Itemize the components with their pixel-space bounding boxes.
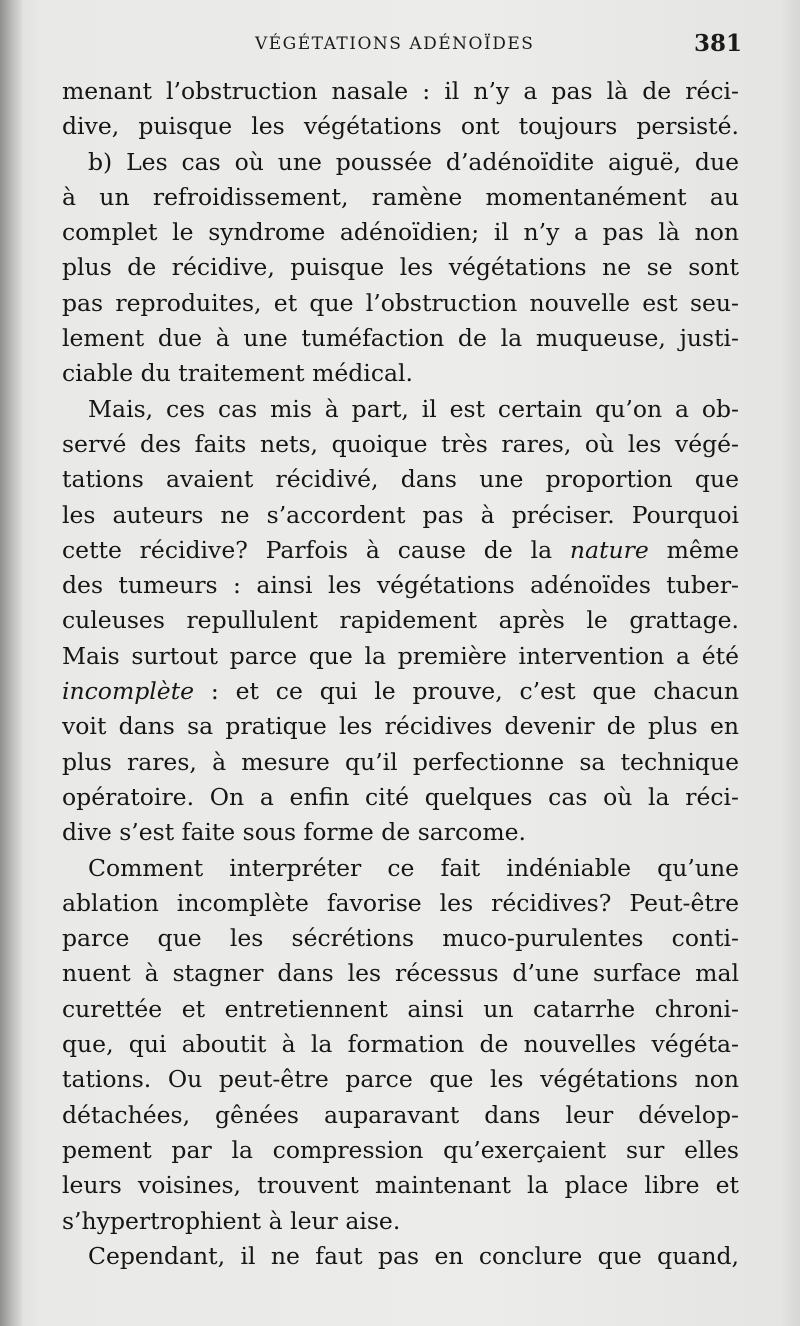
text-line: complet le syndrome adénoïdien; il n’y a pas là non <box>62 218 739 247</box>
body-text <box>62 74 739 1274</box>
text-line: à un refroidissement, ramène momentanément au <box>62 182 739 211</box>
text-line: tations. Ou peut-être parce que les végétations non <box>62 1065 739 1094</box>
text-segment: cette récidive? Parfois à cause de la <box>62 535 570 564</box>
text-line: s’hypertrophient à leur aise. <box>62 1206 401 1235</box>
text-line: menant l’obstruction nasale : il n’y a pas là de réci- <box>62 77 739 105</box>
text-line: Mais surtout parce que la première intervention a été <box>62 641 739 670</box>
page-edge-shadow <box>780 0 800 1326</box>
text-segment: : et ce qui le prouve, c’est que chacun <box>194 677 739 706</box>
italic-word: incomplète <box>62 677 195 706</box>
text-line: parce que les sécrétions muco-purulentes conti- <box>62 924 739 953</box>
text-line: voit dans sa pratique les récidives devenir de plus en <box>62 712 739 741</box>
page-header <box>60 30 742 64</box>
text-line <box>62 674 739 709</box>
text-line: des tumeurs : ainsi les végétations adénoïdes tuber- <box>62 571 739 600</box>
text-line: Cependant, il ne faut pas en conclure que quand, <box>88 1241 739 1270</box>
text-line: Comment interpréter ce fait indéniable qu’une <box>88 853 739 882</box>
text-line: que, qui aboutit à la formation de nouvelles végéta- <box>62 1030 739 1059</box>
text-line: ciable du traitement médical. <box>62 359 413 388</box>
text-line: ablation incomplète favorise les récidives? Peut-être <box>62 888 739 917</box>
text-line: curettée et entretiennent ainsi un catarrhe chroni- <box>62 994 739 1023</box>
text-line: dive s’est faite sous forme de sarcome. <box>62 818 526 847</box>
text-line: culeuses repullulent rapidement après le grattage. <box>62 606 739 635</box>
text-line: plus de récidive, puisque les végétations ne se sont <box>62 253 739 282</box>
text-line: pas reproduites, et que l’obstruction nouvelle est seu- <box>62 288 739 317</box>
text-line: tations avaient récidivé, dans une proportion que <box>62 465 739 494</box>
text-line: lement due à une tuméfaction de la muqueuse, justi- <box>62 324 739 353</box>
text-line: b) Les cas où une poussée d’adénoïdite aiguë, due <box>88 147 739 176</box>
text-line: leurs voisines, trouvent maintenant la place libre et <box>62 1171 739 1200</box>
page-number: 381 <box>693 30 742 57</box>
text-line: dive, puisque les végétations ont toujours persisté. <box>62 112 739 141</box>
text-line: les auteurs ne s’accordent pas à préciser. Pourquoi <box>62 500 739 529</box>
book-spine-shadow <box>0 0 22 1326</box>
text-line: servé des faits nets, quoique très rares, où les végé- <box>62 429 739 458</box>
text-line: plus rares, à mesure qu’il perfectionne sa technique <box>62 747 739 776</box>
text-line: opératoire. On a enfin cité quelques cas où la réci- <box>62 782 739 811</box>
text-line: Mais, ces cas mis à part, il est certain qu’on a ob- <box>88 394 739 423</box>
text-line: détachées, gênées auparavant dans leur dévelop- <box>62 1100 739 1129</box>
running-title: VÉGÉTATIONS ADÉNOÏDES <box>255 34 535 54</box>
text-line <box>62 533 739 568</box>
italic-word: nature <box>569 535 649 564</box>
text-segment: même <box>648 535 739 564</box>
text-line: pement par la compression qu’exerçaient sur elles <box>62 1135 739 1164</box>
text-line: nuent à stagner dans les récessus d’une surface mal <box>62 959 739 988</box>
